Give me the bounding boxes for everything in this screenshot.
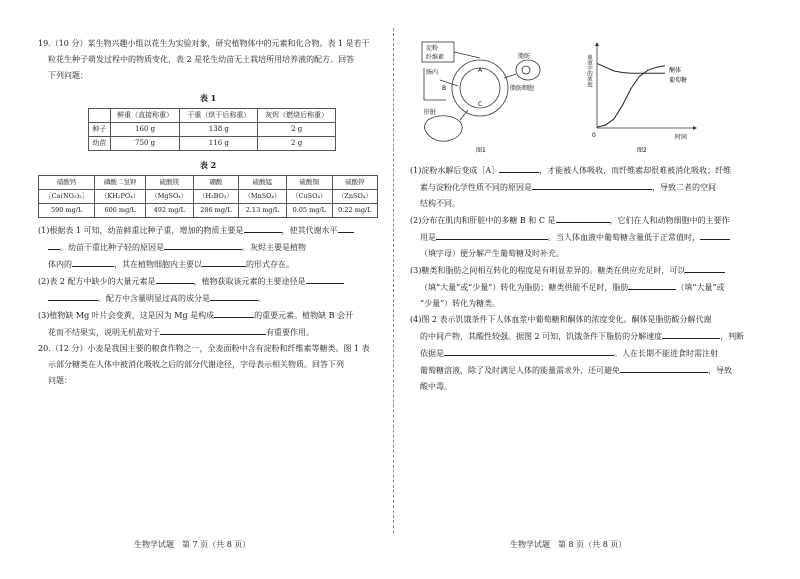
table-cell: 硝酸钙 [39, 176, 95, 190]
table-cell: 2 g [258, 123, 336, 137]
answer-blank[interactable] [202, 256, 246, 267]
table-cell: 492 mg/L [145, 204, 193, 218]
table-cell: ［Ca(NO₃)₂］ [39, 190, 95, 204]
figure1-fatcell-label: 脂肪细胞 [510, 85, 535, 92]
q20-sub1-line2: 素与淀粉化学性质不同的原因是 ，导致二者的空间 [410, 179, 765, 196]
table-cell: （MgSO₄） [145, 190, 193, 204]
figure1-fiber-label: 纤维素 [426, 54, 445, 61]
answer-blank[interactable] [214, 307, 254, 318]
q20-sub4-line4: 葡萄糖溶液，除了及时满足人体的能量需求外，还可避免 ，导致 [410, 362, 765, 379]
answer-blank[interactable] [160, 324, 266, 335]
figure2-x-arrow [693, 126, 697, 130]
answer-blank[interactable] [338, 222, 354, 233]
answer-blank[interactable] [556, 212, 610, 223]
table1-header: 灰烬（燃烧后称重） [258, 109, 336, 123]
arrow-to-circulation [454, 52, 480, 58]
arrow-to-fat [504, 74, 516, 78]
table-cell: （ZnSO₄） [332, 190, 377, 204]
table1 [88, 108, 336, 151]
answer-blank[interactable] [244, 222, 282, 233]
answer-blank[interactable] [444, 345, 614, 356]
table-cell: 0.05 mg/L [286, 204, 332, 218]
figure2-ylabel: 血液中的浓度 [586, 54, 592, 87]
figure2-legend-glucose: 葡萄糖 [669, 77, 688, 84]
figure2-concentration-chart [585, 40, 700, 158]
answer-blank[interactable] [48, 239, 60, 250]
q20-sub2-line3: （填字母）便分解产生葡萄糖及时补充。 [420, 249, 564, 258]
answer-blank[interactable] [306, 273, 344, 284]
answer-blank[interactable] [436, 229, 548, 240]
series-line-glucose [597, 63, 665, 73]
table-cell: 116 g [180, 137, 258, 151]
q19-sub1-line1: (1)根据表 1 可知，幼苗鲜重比种子重，增加的物质主要是 ，使其代谢水平 [38, 222, 378, 239]
table-cell: 750 g [110, 137, 180, 151]
figure1-a-label: A [478, 67, 483, 74]
table-cell: （KH₂PO₄） [95, 190, 146, 204]
table-cell: 590 mg/L [39, 204, 95, 218]
table1-header-row [89, 109, 336, 123]
q19-sub2-line1: (2)表 2 配方中缺少的大量元素是 ，植物获取该元素的主要途径是 [38, 273, 378, 290]
q20-sub3-line2: （填“大量”或“少量”）转化为脂肪；糖类供能不足时，脂肪 （填“大量”或 [410, 279, 765, 296]
answer-blank[interactable] [210, 290, 258, 301]
answer-blank[interactable] [628, 279, 676, 290]
q19-sub3-line1: (3)植物缺 Mg 叶片会变黄，这是因为 Mg 是构成 的重要元素。植物缺 B 会开 [38, 307, 378, 324]
footer-left: 生物学试题 第 7 页（共 8 页） [134, 540, 251, 549]
table-cell: 硫酸锌 [332, 176, 377, 190]
figure2-xlabel: 时间 [675, 134, 688, 141]
table-cell: （CuSO₄） [286, 190, 332, 204]
table2-value-row [39, 204, 378, 218]
table-cell: 0.22 mg/L [332, 204, 377, 218]
q20-sub3-line1: (3)糖类和脂肪之间相互转化的程度是有明显差异的。糖类在供应充足时，可以 [410, 262, 765, 279]
figure1-b-label: B [442, 85, 447, 92]
answer-blank[interactable] [662, 328, 720, 339]
answer-blank[interactable] [620, 362, 708, 373]
table-cell: 种子 [89, 123, 111, 137]
answer-blank[interactable] [48, 290, 98, 301]
right-page [410, 162, 765, 395]
liver-shape [425, 116, 463, 141]
q19-intro-line2: 粒花生种子萌发过程中的物质变化，表 2 是花生幼苗无土栽培所用培养液的配方。回答 [48, 55, 355, 64]
table-row [89, 123, 336, 137]
figure2-origin: 0 [592, 132, 596, 139]
figure1-fat-label: 脂肪 [518, 53, 531, 60]
table-cell: 硫酸锰 [239, 176, 287, 190]
q20-sub3-line3: “少量”）转化为糖类。 [420, 299, 501, 308]
q19-sub3-line2: 花而不结果实，说明无机盐对于 有重要作用。 [38, 324, 378, 341]
answer-blank[interactable] [499, 162, 539, 173]
table-cell: 硫酸镁 [145, 176, 193, 190]
table2 [38, 175, 378, 218]
table-cell: 286 mg/L [193, 204, 238, 218]
table-cell: 硼酸 [193, 176, 238, 190]
figure2-caption: 图2 [637, 147, 647, 154]
table1-header: 鲜重（直接称重） [110, 109, 180, 123]
table2-name-row [39, 176, 378, 190]
page-divider [393, 28, 394, 533]
q20-sub4-line5: 酸中毒。 [420, 382, 452, 391]
q20-sub1-line1: (1)淀粉水解后变成［A］ ，才能被人体吸收，而纤维素却很难被消化吸收；纤维 [410, 162, 765, 179]
answer-blank[interactable] [72, 256, 114, 267]
answer-blank[interactable] [700, 229, 730, 240]
table-cell: 幼苗 [89, 137, 111, 151]
footer-right: 生物学试题 第 8 页（共 8 页） [510, 540, 627, 549]
q20-sub1-line3: 结构不同。 [420, 199, 460, 208]
table2-formula-row [39, 190, 378, 204]
left-page [38, 36, 378, 389]
q19-intro-line1: 19.（10 分）某生物兴趣小组以花生为实验对象，研究植物体中的元素和化合物。表 1 是若干 [38, 39, 370, 48]
table-cell: 硫酸铜 [286, 176, 332, 190]
q20-intro-line3: 问题： [48, 376, 72, 385]
q20-intro-line2: 示部分糖类在人体中被消化吸收之后的部分代谢途径，字母表示相关物质。回答下列 [48, 360, 344, 369]
q20-sub2-line1: (2)分布在肌肉和肝脏中的多糖 B 和 C 是 ，它们在人和动物细胞中的主要作 [410, 212, 765, 229]
figure2-y-arrow [595, 42, 599, 46]
table-cell: 2.13 mg/L [239, 204, 287, 218]
q20-sub4-line3: 依据是 。人在长期不能进食时需注射 [410, 345, 765, 362]
answer-blank[interactable] [156, 273, 194, 284]
figure1-c-label: C [478, 101, 483, 108]
figure1-caption: 图1 [476, 147, 486, 154]
fat-droplet [522, 66, 530, 74]
arrow-liver [460, 110, 468, 120]
answer-blank[interactable] [532, 179, 652, 190]
q19-sub2-line2: 。配方中含量明显过高的成分是 。 [38, 290, 378, 307]
table-cell: 160 g [110, 123, 180, 137]
table-cell: （MnSO₄） [239, 190, 287, 204]
figure2-legend-ketone: 酮体 [669, 67, 682, 74]
q20-sub4-line1: (4)图 2 表示饥饿条件下人体血浆中葡萄糖和酮体的浓度变化。酮体是脂肪酸分解代谢 [410, 315, 712, 324]
table-cell: （H₃BO₃） [193, 190, 238, 204]
q19-sub1-line3: 体内的 ，其在植物细胞内主要以 的形式存在。 [38, 256, 378, 273]
figure1-liver-label: 肝脏 [424, 109, 437, 116]
q19-sub1-line2: 。幼苗干重比种子轻的原因是 。灰烬主要是植物 [38, 239, 378, 256]
answer-blank[interactable] [685, 262, 725, 273]
table2-caption: 表 2 [199, 160, 217, 170]
table-cell: 2 g [258, 137, 336, 151]
table-cell: 606 mg/L [95, 204, 146, 218]
table-row [89, 137, 336, 151]
q20-intro-line1: 20.（12 分）小麦是我国主要的粮食作物之一，全麦面粉中含有淀粉和纤维素等糖类。图 1 表 [38, 344, 370, 353]
series-line-ketone [597, 66, 665, 128]
figure1-starch-label: 淀粉 [426, 45, 439, 52]
answer-blank[interactable] [164, 239, 242, 250]
table-cell: 磷酸二氢钾 [95, 176, 146, 190]
q20-sub2-line2: 用是 。当人体血液中葡萄糖含量低于正常值时， [410, 229, 765, 246]
table1-caption: 表 1 [199, 93, 217, 103]
figure1-digestion-diagram [420, 40, 570, 158]
q19-intro-line3: 下列问题： [48, 71, 88, 80]
table1-header: 干重（烘干后称重） [180, 109, 258, 123]
figure1-gut-label: 肠内 [426, 69, 439, 76]
fat-cell-shape [516, 60, 540, 80]
q20-sub4-line2: 的中间产物，其酸性较强。据图 2 可知，饥饿条件下脂肪的分解速度 ，判断 [410, 328, 765, 345]
table-cell: 138 g [180, 123, 258, 137]
table1-header [89, 109, 111, 123]
